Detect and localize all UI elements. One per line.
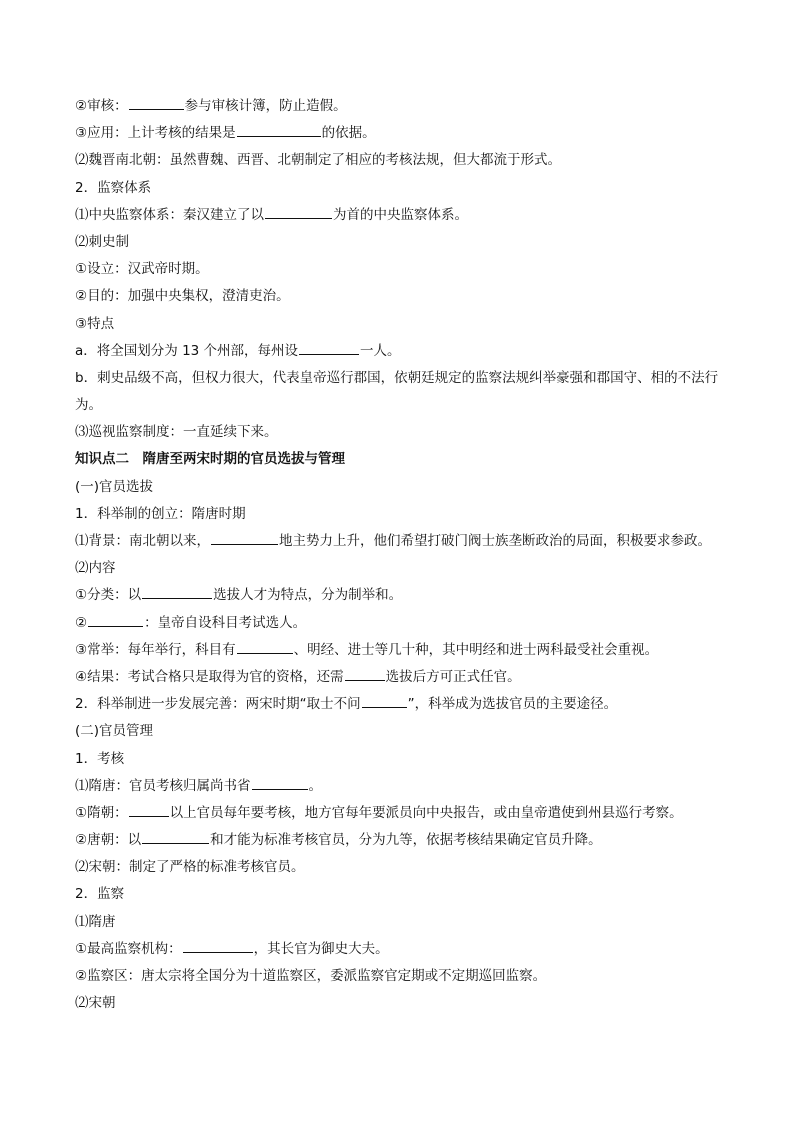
section-title: (一)官员选拔 [75, 478, 154, 495]
fill-blank[interactable] [129, 94, 184, 110]
text-segment: 2．科举制进一步发展完善：两宋时期“取士不问 [75, 696, 361, 713]
text-segment: ⑴背景：南北朝以来， [75, 533, 210, 550]
text-line: ②监察区：唐太宗将全国分为十道监察区，委派监察官定期或不定期巡回监察。 [75, 968, 547, 985]
text-line [75, 582, 735, 609]
text-paragraph: b．刺史品级不高，但权力很大，代表皇帝巡行郡国，依朝廷规定的监察法规纠举豪强和郡国守、相的不法行为。 [75, 369, 719, 414]
subsection-title: ⑵宋朝 [75, 995, 116, 1012]
section-title: 1．科举制的创立：隋唐时期 [75, 505, 246, 522]
section-title: 1．考核 [75, 750, 125, 767]
text-line [75, 202, 735, 229]
text-line [75, 120, 735, 147]
text-segment: 地主势力上升，他们希望打破门阀士族垄断政治的局面，积极要求参政。 [279, 533, 711, 550]
text-segment: 为首的中央监察体系。 [333, 206, 468, 223]
text-segment: 选拔后方可正式任官。 [385, 668, 521, 685]
text-line: ⑵魏晋南北朝：虽然曹魏、西晋、北朝制定了相应的考核法规，但大都流于形式。 [75, 152, 561, 169]
document-body [75, 93, 735, 1017]
text-line: ⑶巡视监察制度：一直延续下来。 [75, 424, 278, 441]
text-segment: ② [75, 614, 88, 631]
text-line [75, 936, 735, 963]
section-title: (二)官员管理 [75, 723, 154, 740]
subsection-title: ③特点 [75, 315, 115, 332]
fill-blank[interactable] [362, 692, 407, 708]
text-segment: ，其长官为御史大夫。 [253, 940, 389, 957]
text-line [75, 827, 735, 854]
text-segment: 的依据。 [321, 125, 376, 142]
section-title: 2．监察体系 [75, 179, 152, 196]
text-segment: ①分类：以 [75, 587, 142, 604]
text-line [75, 610, 735, 637]
text-segment: 和才能为标准考核官员，分为九等，依据考核结果确定官员升降。 [210, 832, 602, 849]
fill-blank[interactable] [183, 937, 253, 953]
text-line [75, 528, 735, 555]
subsection-title: ⑵内容 [75, 560, 116, 577]
text-line [75, 664, 735, 691]
subsection-title: ⑵刺史制 [75, 233, 129, 250]
fill-blank[interactable] [142, 828, 209, 844]
text-segment: ”，科举成为选拔官员的主要途径。 [407, 696, 618, 713]
text-segment: a．将全国划分为 13 个州部，每州设 [75, 342, 299, 359]
text-segment: ②唐朝：以 [75, 832, 142, 849]
text-line [75, 773, 735, 800]
fill-blank[interactable] [88, 611, 143, 627]
subsection-title: ⑴隋唐 [75, 913, 116, 930]
text-line: ①设立：汉武帝时期。 [75, 261, 209, 278]
text-segment: ①最高监察机构： [75, 940, 182, 957]
knowledge-point-heading: 知识点二 隋唐至两宋时期的官员选拔与管理 [75, 451, 345, 468]
text-segment: ④结果：考试合格只是取得为官的资格，还需 [75, 668, 344, 685]
text-line: ②目的：加强中央集权，澄清吏治。 [75, 288, 290, 305]
text-line [75, 93, 735, 120]
text-segment: 选拔人才为特点，分为制举和。 [213, 587, 403, 604]
fill-blank[interactable] [129, 801, 169, 817]
text-segment: 以上官员每年要考核，地方官每年要派员向中央报告，或由皇帝遣使到州县巡行考察。 [169, 804, 683, 821]
text-segment: 。 [308, 777, 322, 794]
fill-blank[interactable] [265, 203, 332, 219]
fill-blank[interactable] [211, 529, 278, 545]
fill-blank[interactable] [237, 638, 293, 654]
text-line [75, 637, 735, 664]
text-line [75, 800, 735, 827]
text-line [75, 691, 735, 718]
fill-blank[interactable] [142, 583, 212, 599]
fill-blank[interactable] [252, 774, 308, 790]
text-line: ⑵宋朝：制定了严格的标准考核官员。 [75, 859, 305, 876]
text-segment: ③常举：每年举行，科目有 [75, 641, 236, 658]
fill-blank[interactable] [237, 121, 321, 137]
text-segment: 参与审核计簿，防止造假。 [184, 98, 347, 114]
text-segment: 、明经、进士等几十种，其中明经和进士两科最受社会重视。 [293, 641, 659, 658]
text-segment: ③应用：上计考核的结果是 [75, 125, 236, 142]
text-segment: ①隋朝： [75, 804, 128, 821]
text-line [75, 338, 735, 365]
text-segment: ②审核： [75, 98, 128, 114]
text-segment: ⑴中央监察体系：秦汉建立了以 [75, 206, 264, 223]
fill-blank[interactable] [345, 665, 385, 681]
section-title: 2．监察 [75, 886, 125, 903]
text-segment: 一人。 [360, 342, 401, 359]
fill-blank[interactable] [299, 339, 359, 355]
text-segment: ：皇帝自设科目考试选人。 [144, 614, 307, 631]
text-segment: ⑴隋唐：官员考核归属尚书省 [75, 777, 251, 794]
